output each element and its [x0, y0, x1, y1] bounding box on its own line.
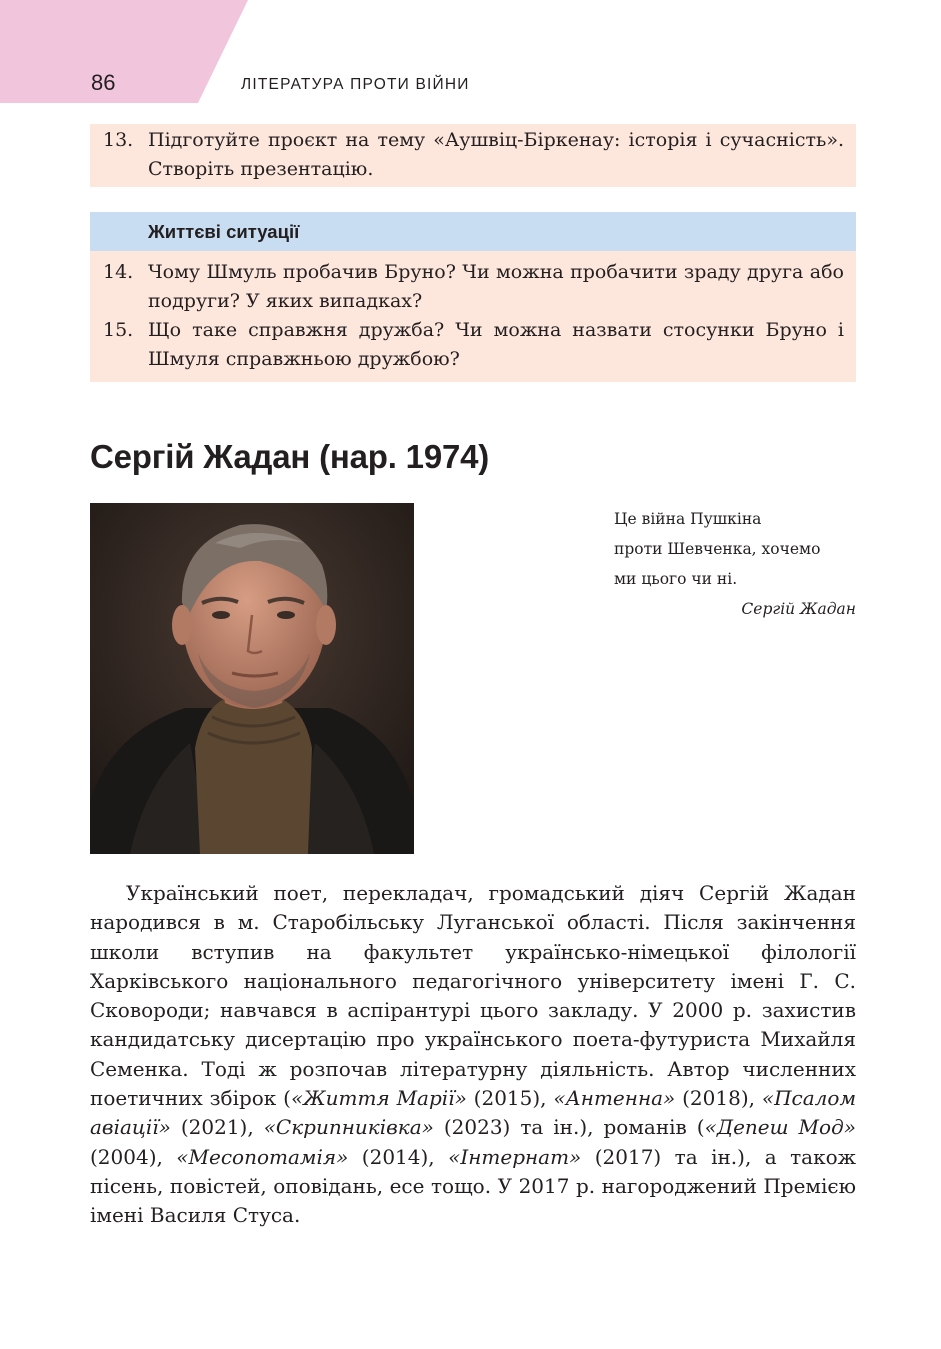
question-text: Підготуйте проєкт на тему «Аушвіц-Біркенау: історія і сучасність». Створіть презентацію. — [148, 129, 844, 180]
section-heading-bar — [90, 212, 856, 251]
bio-text: (2023) та ін.), романів ( — [433, 1115, 705, 1140]
bio-text: (2014), — [348, 1144, 449, 1169]
page-number: 86 — [91, 70, 116, 95]
question-box-project — [90, 124, 856, 187]
bio-text: (2021), — [170, 1115, 264, 1140]
author-portrait — [90, 503, 414, 854]
work-title: «Депеш Мод» — [704, 1115, 856, 1140]
running-title: ЛІТЕРАТУРА ПРОТИ ВІЙНИ — [241, 76, 470, 93]
question-text: Чому Шмуль пробачив Бруно? Чи можна пробачити зраду друга або подруги? У яких випадках? — [148, 261, 844, 312]
work-title: «Інтернат» — [448, 1144, 582, 1169]
bio-text: (2017) та ін.), а також пісень, повістей, оповідань, есе тощо. У 2017 р. нагороджений Премією імені Василя Стуса. — [90, 1144, 857, 1228]
bio-text: (2018), — [675, 1086, 762, 1111]
work-title: «Життя Марії» — [290, 1086, 467, 1111]
epigraph-line: проти Шевченка, хочемо — [614, 540, 821, 558]
question-box-life-situations — [90, 251, 856, 382]
bio-text: (2015), — [466, 1086, 554, 1111]
work-title: «Скрипниківка» — [263, 1115, 434, 1140]
epigraph — [614, 504, 862, 624]
question-number: 15. — [103, 319, 134, 341]
work-title: «Псалом авіації» — [90, 1086, 857, 1140]
biography-paragraph — [90, 879, 856, 1231]
work-title: «Месопотамія» — [176, 1144, 349, 1169]
epigraph-line: Це війна Пушкіна — [614, 510, 762, 528]
corner-tab — [0, 0, 250, 103]
bio-text: Український поет, перекладач, громадський діяч Сергій Жадан народився в м. Старобільську Луганської області. Після закінчення школи вступив на факультет українсько-німецької філології Харківського національного педагогічного університету імені Г. С. Сковороди; навчався в аспірантурі цього закладу. У 2000 р. захистив кандидатську дисертацію про українського поета-футуриста Михайля Семенка. Тоді ж розпочав літературну діяльність. Автор численних поетичних збірок ( — [90, 881, 856, 1111]
question-text: Що таке справжня дружба? Чи можна назвати стосунки Бруно і Шмуля справжньою дружбою? — [148, 319, 844, 370]
section-heading: Життєві ситуації — [148, 221, 300, 242]
author-title: Сергій Жадан (нар. 1974) — [90, 438, 490, 475]
epigraph-line: ми цього чи ні. — [614, 570, 738, 588]
biography — [90, 879, 856, 1231]
epigraph-attribution: Сергій Жадан — [741, 600, 856, 618]
question-number: 14. — [103, 261, 134, 283]
work-title: «Антенна» — [553, 1086, 676, 1111]
bio-text: (2004), — [90, 1144, 177, 1169]
question-number: 13. — [103, 129, 134, 151]
